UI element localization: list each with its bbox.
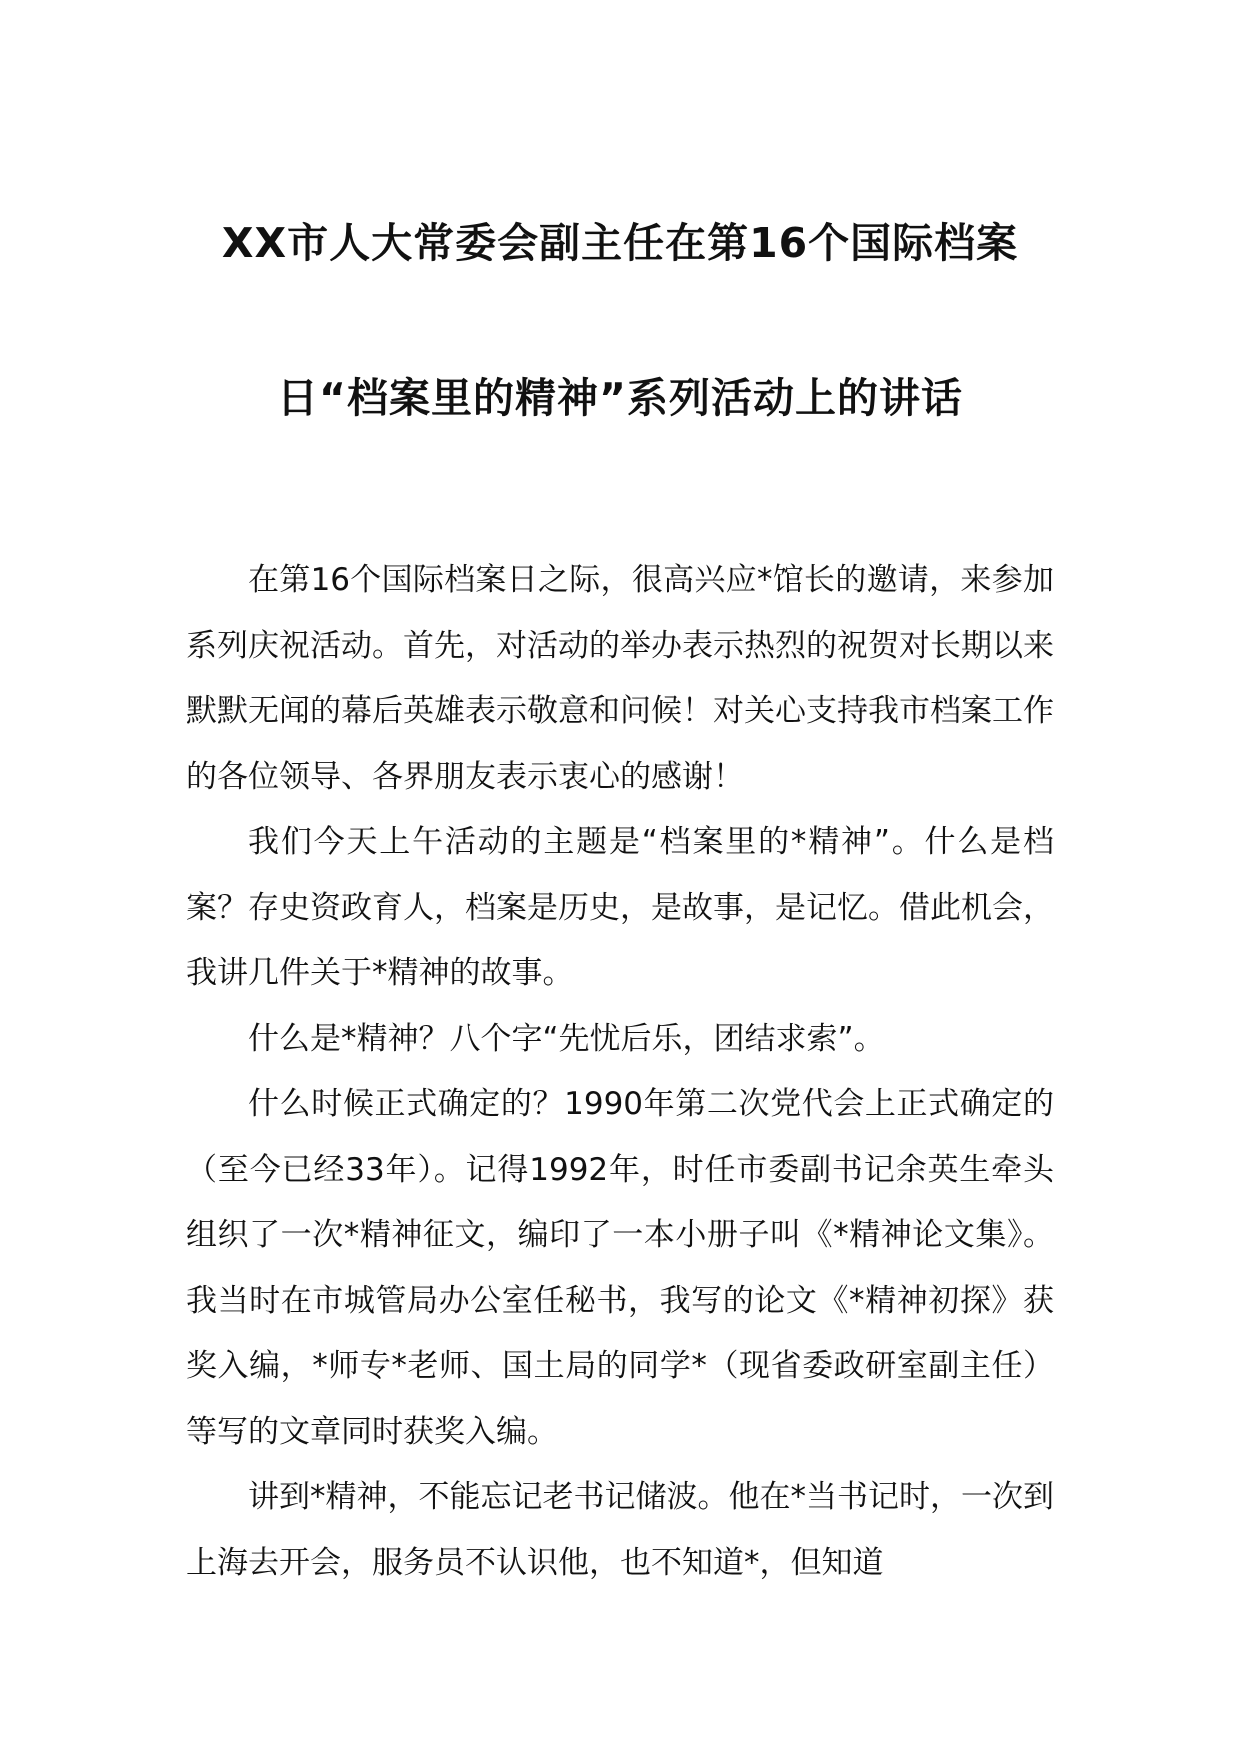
document-body [186, 548, 1054, 1596]
paragraph-2: 我们今天上午活动的主题是“档案里的*精神”。什么是档案？存史资政育人，档案是历史，是故事，是记忆。借此机会，我讲几件关于*精神的故事。 [186, 824, 1054, 991]
paragraph-5: 讲到*精神，不能忘记老书记储波。他在*当书记时，一次到上海去开会，服务员不认识他，也不知道*，但知道 [186, 1479, 1054, 1581]
document-title-line-2: 日“档案里的精神”系列活动上的讲话 [277, 374, 963, 422]
paragraph-3: 什么是*精神？八个字“先忧后乐，团结求索”。 [248, 1020, 885, 1057]
paragraph-4: 什么时候正式确定的？1990年第二次党代会上正式确定的（至今已经33年）。记得1992年，时任市委副书记余英生牵头组织了一次*精神征文，编印了一本小册子叫《*精神论文集》。我当时在市城管局办公室任秘书，我写的论文《*精神初探》获奖入编，*师专*老师、国土局的同学*（现省委政研室副主任）等写的文章同时获奖入编。 [186, 1086, 1054, 1450]
document-title-line-1: XX市人大常委会副主任在第16个国际档案 [221, 219, 1019, 267]
paragraph-1: 在第16个国际档案日之际，很高兴应*馆长的邀请，来参加系列庆祝活动。首先，对活动的举办表示热烈的祝贺对长期以来默默无闻的幕后英雄表示敬意和问候！对关心支持我市档案工作的各位领导、各界朋友表示衷心的感谢！ [186, 562, 1054, 795]
